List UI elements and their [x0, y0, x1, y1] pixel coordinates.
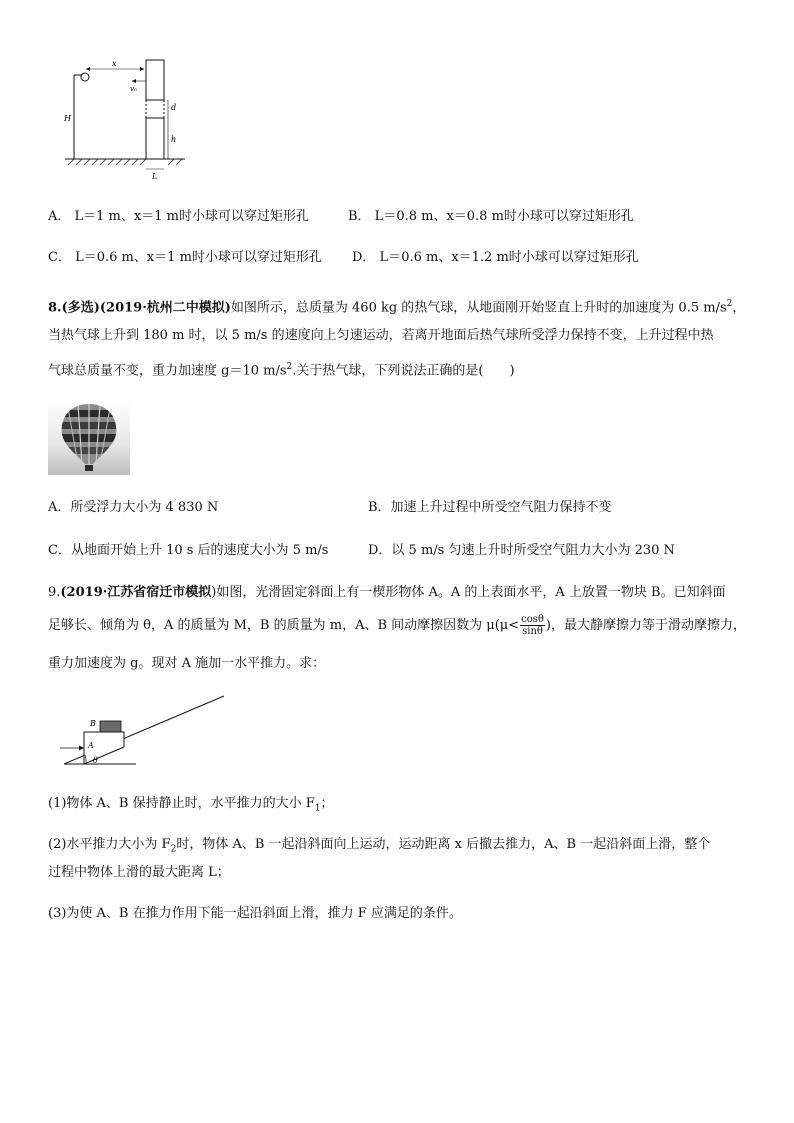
- q8-option-b: B．加速上升过程中所受空气阻力保持不变: [368, 500, 612, 515]
- q9-sub2-text-post: 时，物体 A、B 一起沿斜面向上运动，运动距离 x 后撤去推力，A、B 一起沿斜面上滑，整个: [176, 837, 711, 852]
- q9-sub2-line2: 过程中物体上滑的最大距离 L；: [48, 865, 230, 880]
- q8-text-1-end: ，: [732, 300, 746, 316]
- incline-wedge-figure: [56, 692, 228, 768]
- q8-text-1: 如图所示，总质量为 460 kg 的热气球，从地面刚开始竖直上升时的加速度为 0.5 m/s: [230, 300, 727, 316]
- q8-line3: [48, 358, 515, 380]
- q9-sub3: (3)为使 A、B 在推力作用下能一起沿斜面上滑，推力 F 应满足的条件。: [48, 906, 462, 921]
- q9-sub1-end: ；: [320, 796, 334, 811]
- q8-option-a: A．所受浮力大小为 4 830 N: [48, 500, 219, 515]
- q8-sup-3: 2: [286, 362, 293, 372]
- q8-tag: (多选)(2019·杭州二中模拟): [61, 300, 231, 316]
- q8-option-d: D．以 5 m/s 匀速上升时所受空气阻力大小为 230 N: [368, 543, 675, 558]
- label-A: A: [88, 741, 94, 750]
- hot-air-balloon-image: [48, 400, 130, 475]
- q9-tag: (2019·江苏省宿迁市模拟: [60, 585, 212, 600]
- q9-sub1-subscript: 1: [314, 803, 321, 814]
- label-L: L: [152, 172, 158, 181]
- q9-number: 9.: [48, 585, 61, 600]
- q7-option-c: C． L＝0.6 m、x＝1 m时小球可以穿过矩形孔: [48, 250, 322, 265]
- q9-text-2-post: )，最大静摩擦力等于滑动摩擦力，: [545, 618, 746, 633]
- q9-text-1: )如图，光滑固定斜面上有一楔形物体 A。A 的上表面水平，A 上放置一物块 B。已知斜面: [211, 585, 726, 600]
- q9-line2: [48, 614, 746, 638]
- q9-line1: [48, 584, 726, 602]
- q9-sub2-text: (2)水平推力大小为 F: [48, 837, 171, 852]
- cos-over-sin-fraction: [520, 614, 545, 637]
- q9-sub2-line1: [48, 836, 710, 859]
- q8-text-3-end: .关于热气球，下列说法正确的是( ): [292, 363, 515, 379]
- label-d: d: [171, 103, 177, 112]
- label-theta: θ: [93, 756, 98, 765]
- q8-line1: [48, 295, 745, 317]
- q8-text-3: 气球总质量不变，重力加速度 g＝10 m/s: [48, 363, 287, 379]
- q8-option-c: C．从地面开始上升 10 s 后的速度大小为 5 m/s: [48, 543, 329, 558]
- label-H: H: [64, 114, 71, 123]
- q9-text-2-pre: 足够长、倾角为 θ，A 的质量为 M，B 的质量为 m，A、B 间动摩擦因数为 μ(μ<: [48, 618, 520, 633]
- label-v0: v₀: [130, 85, 137, 93]
- q8-number: 8.: [48, 300, 62, 316]
- q9-line3: 重力加速度为 g。现对 A 施加一水平推力。求：: [48, 656, 326, 671]
- q7-option-d: D． L＝0.6 m、x＝1.2 m时小球可以穿过矩形孔: [352, 250, 639, 265]
- q7-option-a: A． L＝1 m、x＝1 m时小球可以穿过矩形孔: [48, 209, 309, 224]
- label-x: x: [112, 59, 117, 68]
- q8-line2: 当热气球上升到 180 m 时，以 5 m/s 的速度向上匀速运动，若离开地面后热气球所受浮力保持不变，上升过程中热: [48, 328, 714, 343]
- label-h: h: [171, 135, 177, 144]
- q7-option-b: B． L＝0.8 m、x＝0.8 m时小球可以穿过矩形孔: [348, 209, 634, 224]
- projectile-hole-figure: [60, 55, 190, 183]
- fraction-denominator: sinθ: [522, 626, 543, 637]
- label-B: B: [90, 719, 96, 728]
- q8-sup-1: 2: [726, 299, 733, 309]
- q9-sub1-text: (1)物体 A、B 保持静止时，水平推力的大小 F: [48, 796, 315, 811]
- q9-sub1: [48, 795, 334, 818]
- q9-sub2-subscript: 2: [170, 844, 177, 855]
- fraction-numerator: cosθ: [521, 614, 544, 625]
